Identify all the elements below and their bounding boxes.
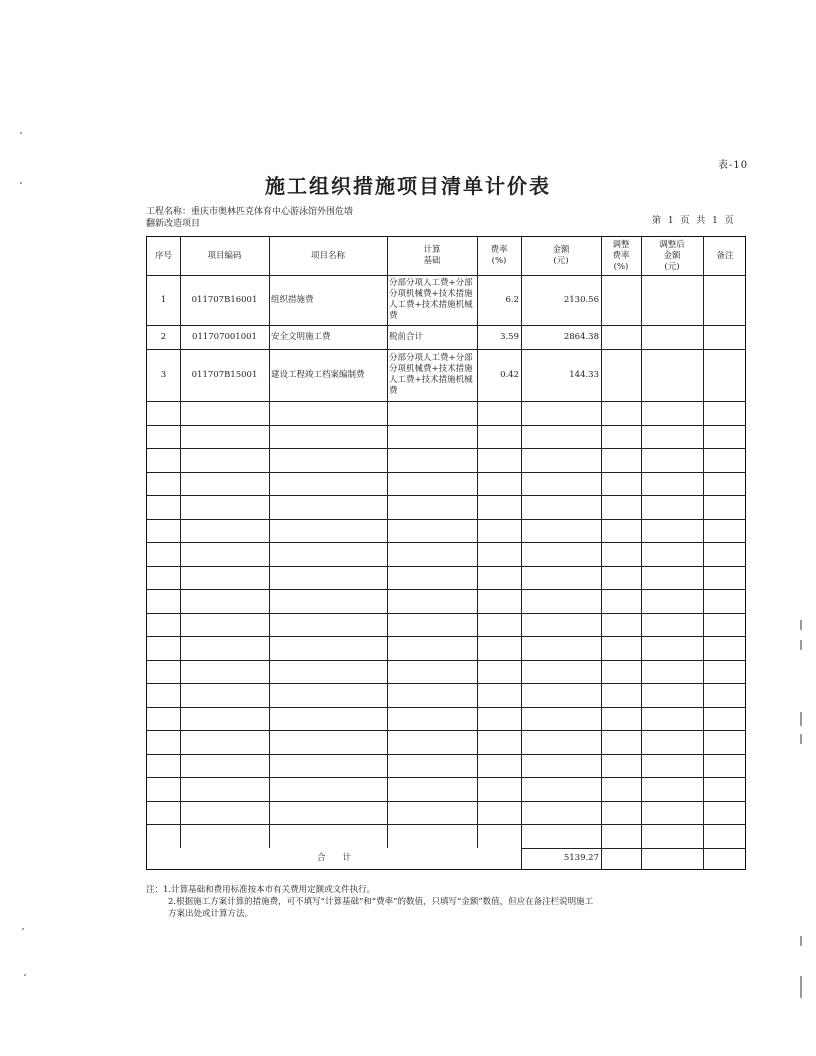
scan-edge-mark	[800, 936, 802, 946]
row2-rate: 3.59	[500, 331, 519, 342]
form-number: 表-10	[718, 160, 749, 171]
header-seq: 序号	[154, 250, 172, 261]
row1-rate: 6.2	[505, 294, 519, 305]
row2-amount: 2864.38	[563, 331, 599, 342]
row-divider	[147, 448, 745, 449]
scan-edge-mark	[800, 640, 802, 650]
column-divider	[641, 237, 642, 869]
column-divider	[601, 237, 602, 869]
total-amount: 5139.27	[563, 853, 599, 863]
scan-speck	[20, 132, 22, 134]
row1-name: 组织措施费	[271, 294, 314, 305]
scan-edge-mark	[800, 976, 802, 998]
row-divider	[147, 801, 745, 802]
row-divider	[147, 566, 745, 567]
row-divider	[147, 777, 745, 778]
row2-basis: 税前合计	[389, 331, 424, 342]
row3-amount: 144.33	[569, 369, 599, 380]
header-adjusted-rate: 调整 费率 (%)	[612, 239, 630, 272]
note-line-2: 2.根据施工方案计算的措施费，可不填写“计算基础”和“费率”的数值，只填写“金额”数值，但应在备注栏说明施工	[168, 897, 594, 907]
header-code: 项目编码	[207, 250, 242, 261]
pricing-table	[146, 236, 746, 870]
project-name-line: 翻新改造项目	[146, 219, 201, 229]
row-divider	[147, 636, 745, 637]
row-divider	[147, 683, 745, 684]
row-divider	[147, 519, 745, 520]
row1-seq: 1	[160, 294, 167, 305]
scan-edge-mark	[800, 620, 802, 630]
column-divider	[703, 237, 704, 869]
row-divider	[147, 495, 745, 496]
header-rate: 费率 (%)	[490, 245, 508, 266]
total-label: 合 计	[147, 848, 521, 869]
page-indicator: 第 1 页 共 1 页	[652, 216, 734, 226]
scan-edge-mark	[800, 712, 802, 726]
page-title: 施工组织措施项目清单计价表	[265, 174, 551, 198]
note-line-3: 方案出处或计算方法。	[168, 909, 254, 919]
header-name: 项目名称	[310, 250, 345, 261]
row3-seq: 3	[160, 369, 167, 380]
row-divider	[147, 425, 745, 426]
row-divider	[147, 542, 745, 543]
notes	[146, 884, 706, 920]
row2-code: 011707001001	[192, 331, 257, 342]
header-amount: 金额 (元)	[552, 245, 570, 266]
row-divider	[147, 824, 745, 825]
row3-rate: 0.42	[500, 369, 519, 380]
row3-code: 011707B15001	[191, 369, 258, 380]
row-divider	[147, 660, 745, 661]
header-basis: 计算 基础	[423, 245, 441, 266]
row-divider	[147, 589, 745, 590]
row1-code: 011707B16001	[191, 294, 258, 305]
project-name-line: 工程名称：重庆市奥林匹克体育中心游泳馆外围危墙	[146, 207, 354, 217]
row1-basis: 分部分项人工费+分部分项机械费+技术措施人工费+技术措施机械费	[389, 278, 473, 321]
row-divider	[147, 401, 745, 402]
header-remark: 备注	[716, 250, 734, 261]
row-divider	[147, 707, 745, 708]
row-divider	[147, 613, 745, 614]
row-divider	[147, 472, 745, 473]
scan-speck	[22, 928, 24, 930]
scan-edge-mark	[800, 734, 802, 744]
row2-name: 安全文明施工费	[271, 331, 331, 342]
row1-amount: 2130.56	[563, 294, 599, 305]
note-line-1: 注：1.计算基础和费用标准按本市有关费用定额或文件执行。	[146, 885, 376, 895]
project-name	[146, 206, 416, 230]
row3-name: 建设工程竣工档案编制费	[271, 369, 365, 380]
row3-basis: 分部分项人工费+分部分项机械费+技术措施人工费+技术措施机械费	[389, 353, 473, 396]
row2-seq: 2	[160, 331, 167, 342]
row-divider	[147, 730, 745, 731]
header-adjusted-amount: 调整后 金额 (元)	[659, 239, 685, 272]
row-divider	[147, 754, 745, 755]
scan-speck	[24, 974, 26, 976]
